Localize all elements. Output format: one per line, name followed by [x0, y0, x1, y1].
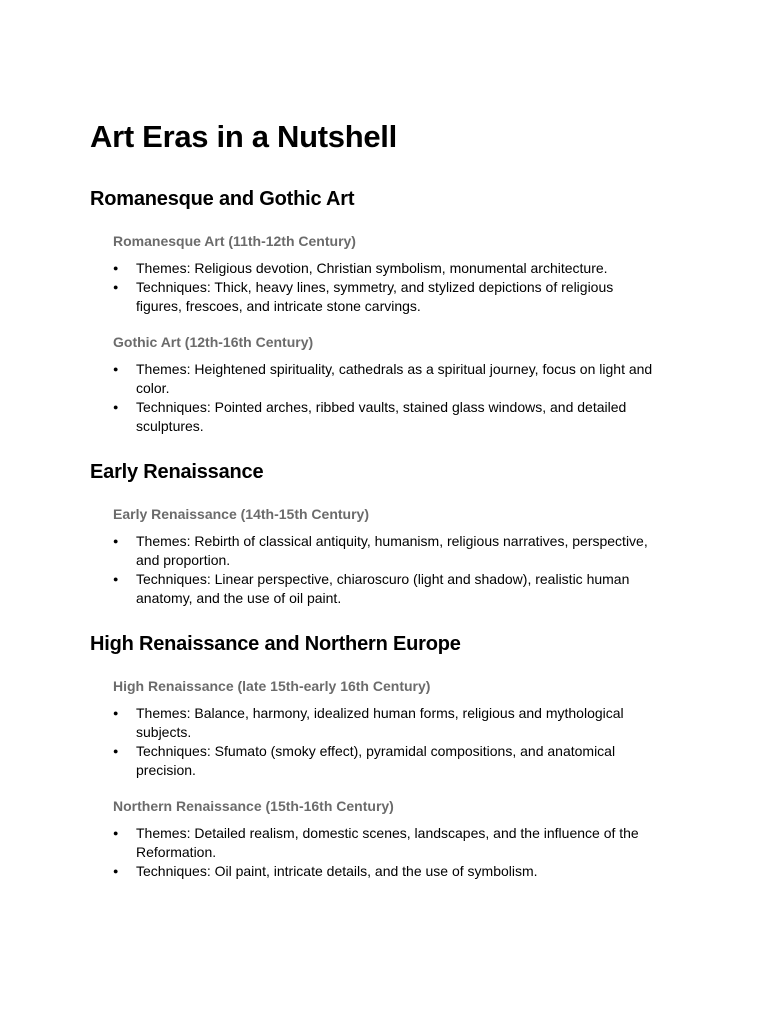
- list-item: ● Techniques: Pointed arches, ribbed vaults, stained glass windows, and detailed sculptures.: [90, 398, 656, 436]
- subsection-heading: Gothic Art (12th-16th Century): [113, 334, 314, 350]
- list-item: ● Themes: Religious devotion, Christian symbolism, monumental architecture.: [90, 259, 656, 278]
- bullet-list: [90, 532, 690, 608]
- subsection-heading: Northern Renaissance (15th-16th Century): [113, 798, 394, 814]
- list-item: ● Techniques: Linear perspective, chiaroscuro (light and shadow), realistic human anatomy, and the use of oil paint.: [90, 570, 656, 608]
- list-item: ● Techniques: Sfumato (smoky effect), pyramidal compositions, and anatomical precision.: [90, 742, 656, 780]
- list-item: ● Themes: Rebirth of classical antiquity, humanism, religious narratives, perspective, and proportion.: [90, 532, 656, 570]
- section-early-renaissance: [90, 459, 690, 608]
- bullet-list: [90, 824, 690, 881]
- section-heading: Romanesque and Gothic Art: [90, 188, 355, 210]
- subsection-heading: Romanesque Art (11th-12th Century): [113, 233, 356, 249]
- section-romanesque-gothic: [90, 186, 690, 436]
- section-high-renaissance-northern: [90, 631, 690, 881]
- subsection-heading: High Renaissance (late 15th-early 16th Century): [113, 678, 431, 694]
- list-item: ● Themes: Detailed realism, domestic scenes, landscapes, and the influence of the Reformation.: [90, 824, 656, 862]
- list-item: ● Techniques: Thick, heavy lines, symmetry, and stylized depictions of religious figures, frescoes, and intricate stone carvings.: [90, 278, 656, 316]
- list-item: ● Themes: Heightened spirituality, cathedrals as a spiritual journey, focus on light and color.: [90, 360, 656, 398]
- bullet-list: [90, 704, 690, 780]
- section-heading: High Renaissance and Northern Europe: [90, 633, 461, 655]
- list-item: ● Techniques: Oil paint, intricate details, and the use of symbolism.: [90, 862, 656, 881]
- page-title: Art Eras in a Nutshell: [90, 119, 397, 154]
- bullet-list: [90, 360, 690, 436]
- subsection-heading: Early Renaissance (14th-15th Century): [113, 506, 369, 522]
- bullet-list: [90, 259, 690, 316]
- list-item: ● Themes: Balance, harmony, idealized human forms, religious and mythological subjects.: [90, 704, 656, 742]
- section-heading: Early Renaissance: [90, 461, 264, 483]
